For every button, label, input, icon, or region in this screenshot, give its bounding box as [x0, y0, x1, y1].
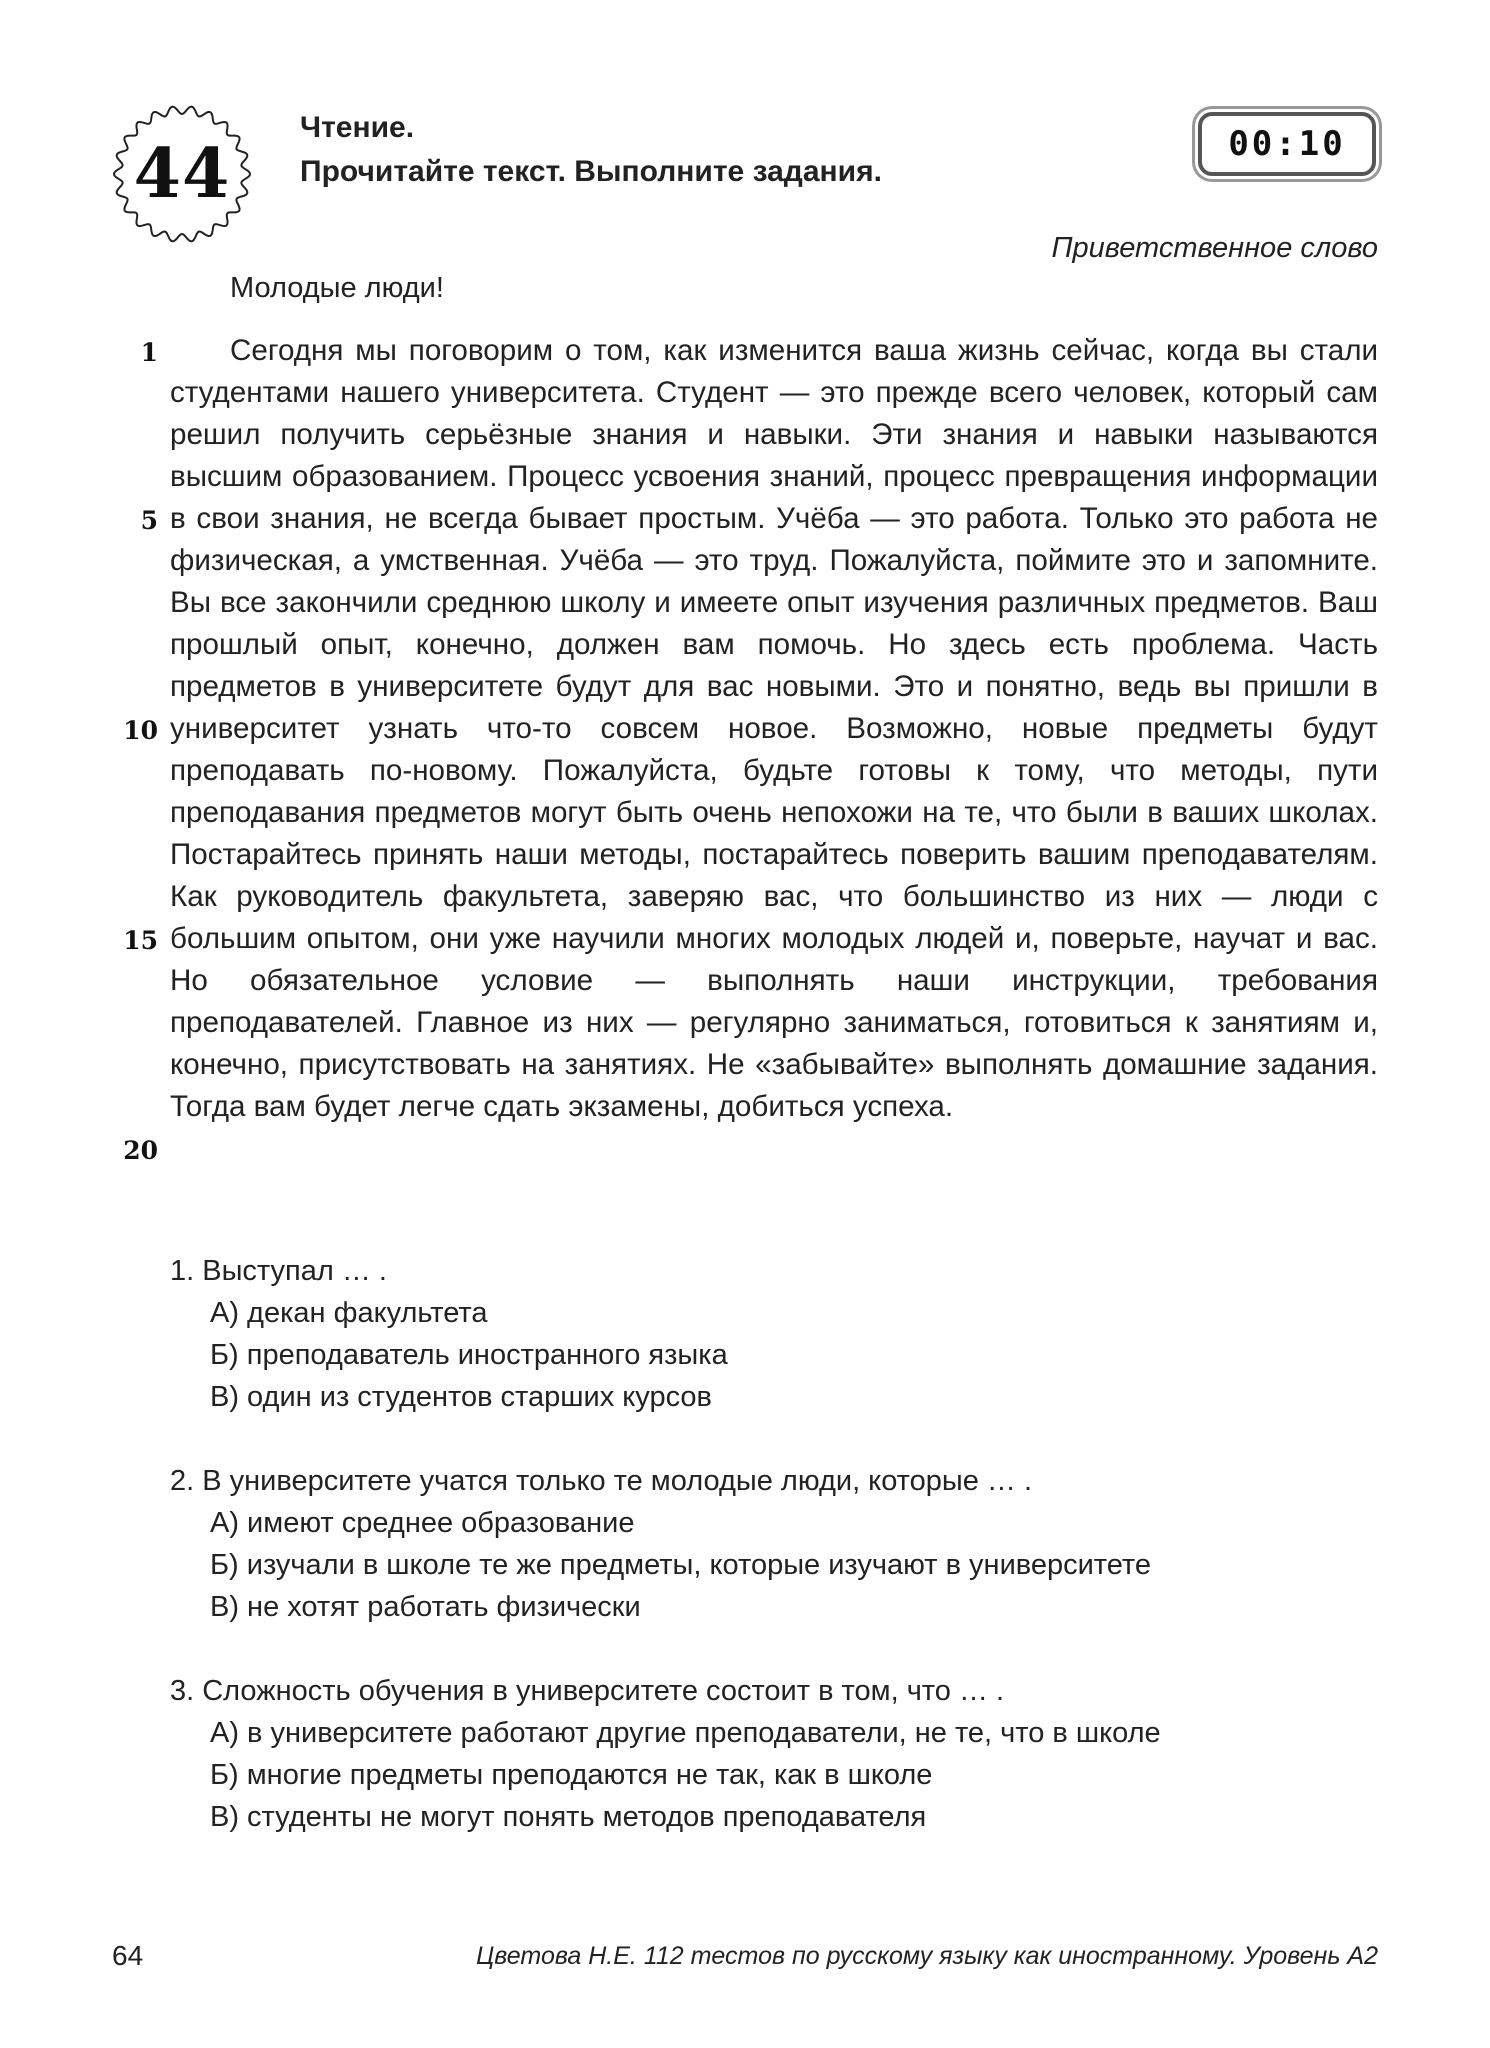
answer-option[interactable]: В) студенты не могут понять методов преподавателя — [210, 1801, 927, 1833]
answer-option[interactable]: А) в университете работают другие преподаватели, не те, что в школе — [210, 1717, 1161, 1749]
question-2 — [170, 1460, 1151, 1628]
answer-option[interactable]: А) имеют среднее образование — [210, 1507, 635, 1539]
answer-option[interactable]: А) декан факультета — [210, 1297, 488, 1329]
reading-passage: Сегодня мы поговорим о том, как изменится ваша жизнь сейчас, когда вы стали студентами нашего университета. Студент — это прежде всего человек, который сам решил получить серьёзные знания и навыки. Эти знания и навыки называются высшим образованием. Процесс усвоения знаний, процесс превращения информации в свои знания, не всегда бывает простым. Учёба — это работа. Только это работа не физическая, а умственная. Учёба — это труд. Пожалуйста, поймите это и запомните. Вы все закончили среднюю школу и имеете опыт изучения различных предметов. Ваш прошлый опыт, конечно, должен вам помочь. Но здесь есть проблема. Часть предметов в университете будут для вас новыми. Это и понятно, ведь вы пришли в университет узнать что-то совсем новое. Возможно, новые предметы будут преподавать по-новому. Пожалуйста, будьте готовы к тому, что методы, пути преподавания предметов могут быть очень непохожи на те, что были в ваших школах. Постарайтесь принять наши методы, постарайтесь поверить вашим преподавателям. Как руководитель факультета, заверяю вас, что большинство из них — люди с большим опытом, они уже научили многих молодых людей и, поверьте, научат и вас. Но обязательное условие — выполнять наши инструкции, требования преподавателей. Главное из них — регулярно заниматься, готовиться к занятиям и, конечно, присутствовать на занятиях. Не «забывайте» выполнять домашние задания. Тогда вам будет легче сдать экзамены, добиться успеха. — [170, 334, 1378, 1123]
line-number-1: 1 — [140, 338, 158, 367]
question-stem: 2. В университете учатся только те молодые люди, которые … . — [170, 1465, 1033, 1497]
task-heading-line1: Чтение. — [300, 111, 415, 144]
timer-badge — [1198, 112, 1376, 176]
book-reference: Цветова Н.Е. 112 тестов по русскому языку как иностранному. Уровень А2 — [476, 1942, 1378, 1970]
timer-value: 00:10 — [1228, 124, 1346, 164]
question-1 — [170, 1250, 728, 1418]
line-number-10: 10 — [123, 716, 158, 745]
task-number: 44 — [133, 134, 231, 214]
task-heading-line2: Прочитайте текст. Выполните задания. — [300, 155, 882, 188]
line-number-15: 15 — [123, 926, 158, 955]
answer-option[interactable]: В) не хотят работать физически — [210, 1591, 641, 1623]
text-title: Приветственное слово — [1051, 232, 1378, 264]
answer-option[interactable]: Б) многие предметы преподаются не так, как в школе — [210, 1759, 933, 1791]
answer-option[interactable]: В) один из студентов старших курсов — [210, 1381, 712, 1413]
greeting: Молодые люди! — [230, 272, 444, 304]
task-number-badge — [108, 100, 256, 248]
task-heading — [300, 106, 882, 194]
page-number: 64 — [112, 1940, 144, 1971]
answer-option[interactable]: Б) изучали в школе те же предметы, которые изучают в университете — [210, 1549, 1152, 1581]
line-number-20: 20 — [123, 1136, 158, 1165]
question-3 — [170, 1670, 1161, 1838]
question-stem: 3. Сложность обучения в университете состоит в том, что … . — [170, 1675, 1005, 1707]
answer-option[interactable]: Б) преподаватель иностранного языка — [210, 1339, 728, 1371]
question-stem: 1. Выступал … . — [170, 1255, 387, 1287]
line-number-5: 5 — [140, 506, 158, 535]
